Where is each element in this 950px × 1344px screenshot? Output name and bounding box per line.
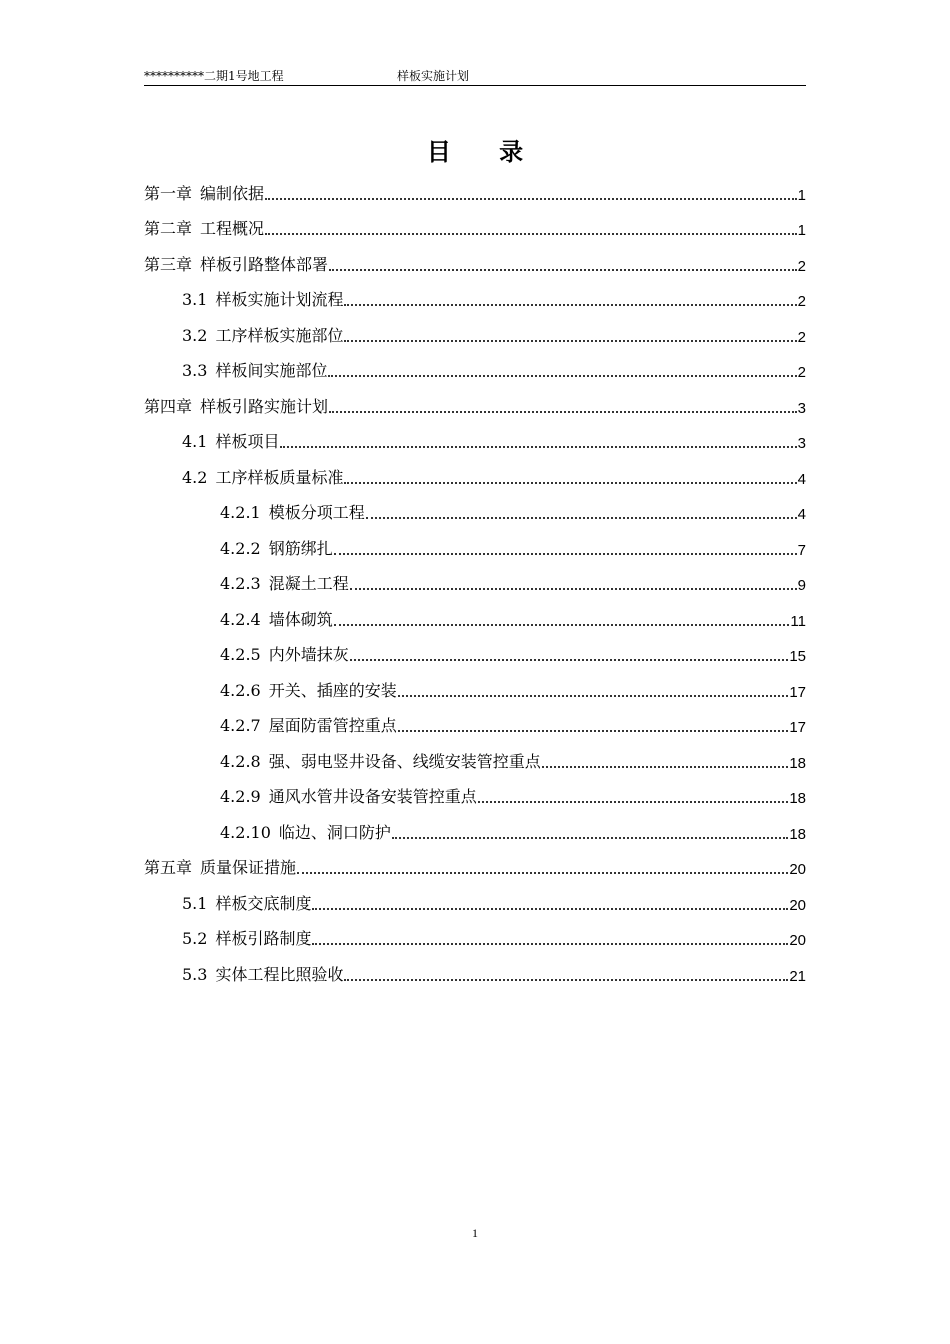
toc-entry-number: 4.1	[182, 432, 208, 451]
toc-entry-text: 强、弱电竖井设备、线缆安装管控重点	[268, 752, 541, 771]
toc-entry-text: 临边、洞口防护	[278, 823, 391, 842]
dot-leader	[329, 393, 797, 413]
toc-entry-text: 样板间实施部位	[215, 361, 328, 380]
toc-entry-number: 4.2.6	[220, 681, 261, 700]
toc-entry-text: 实体工程比照验收	[215, 965, 344, 984]
toc-entry-number: 4.2.3	[220, 574, 261, 593]
dot-leader	[280, 428, 796, 448]
toc-entry-number: 4.2.10	[220, 823, 271, 842]
toc-entry-page: 1	[797, 222, 806, 239]
toc-entry-page: 15	[789, 648, 806, 665]
toc-entry-page: 20	[789, 861, 806, 878]
toc-entry[interactable]	[220, 712, 806, 736]
toc-entry-number: 4.2.7	[220, 716, 261, 735]
toc-entry-page: 20	[789, 897, 806, 914]
toc-entry-number: 第二章	[144, 219, 193, 238]
dot-leader	[329, 251, 797, 271]
toc-entry-number: 4.2.1	[220, 503, 261, 522]
toc-entry-text: 工程概况	[200, 219, 265, 238]
toc-entry-page: 17	[789, 719, 806, 736]
toc-entry-number: 4.2	[182, 468, 208, 487]
toc-entry-text: 屋面防雷管控重点	[268, 716, 397, 735]
toc-entry-text: 混凝土工程	[268, 574, 349, 593]
toc-entry[interactable]	[182, 961, 806, 985]
toc-entry[interactable]	[220, 819, 806, 843]
toc-entry-label	[144, 216, 264, 239]
toc-entry-number: 4.2.8	[220, 752, 261, 771]
toc-entry-number: 4.2.4	[220, 610, 261, 629]
dot-leader	[265, 215, 797, 235]
dot-leader	[265, 180, 797, 200]
toc-entry[interactable]	[144, 393, 806, 417]
dot-leader	[344, 286, 796, 306]
toc-entry[interactable]	[144, 180, 806, 204]
dot-leader	[334, 535, 797, 555]
toc-entry-label	[144, 181, 264, 204]
toc-entry-page: 21	[789, 968, 806, 985]
toc-entry-label	[182, 962, 343, 985]
dot-leader	[350, 641, 789, 661]
toc-entry-number: 第五章	[144, 858, 193, 877]
toc-entry-label	[182, 891, 311, 914]
toc-entry-label	[144, 394, 328, 417]
toc-entry-number: 4.2.5	[220, 645, 261, 664]
toc-entry[interactable]	[144, 215, 806, 239]
dot-leader	[392, 819, 788, 839]
toc-entry-page: 18	[789, 826, 806, 843]
toc-entry-label	[182, 287, 343, 310]
toc-entry-label	[220, 500, 365, 523]
header-document-title: 样板实施计划	[397, 69, 470, 83]
dot-leader	[312, 925, 788, 945]
toc-entry-text: 样板引路整体部署	[200, 255, 329, 274]
toc-entry-number: 5.2	[182, 929, 208, 948]
dot-leader	[328, 357, 796, 377]
toc-entry-page: 4	[797, 506, 806, 523]
dot-leader	[398, 677, 789, 697]
toc-entry-number: 3.1	[182, 290, 208, 309]
toc-entry-page: 3	[797, 400, 806, 417]
toc-entry-text: 样板项目	[215, 432, 280, 451]
toc-entry-page: 18	[789, 755, 806, 772]
toc-entry-page: 7	[797, 542, 806, 559]
toc-entry-text: 样板交底制度	[215, 894, 312, 913]
toc-entry[interactable]	[182, 357, 806, 381]
dot-leader	[478, 783, 789, 803]
toc-entry-label	[220, 607, 333, 630]
toc-entry-label	[182, 323, 343, 346]
toc-entry[interactable]	[144, 251, 806, 275]
toc-entry-page: 2	[797, 258, 806, 275]
toc-entry-page: 2	[797, 364, 806, 381]
toc-entry-label	[182, 926, 311, 949]
toc-entry-text: 内外墙抹灰	[268, 645, 349, 664]
toc-entry[interactable]	[182, 464, 806, 488]
toc-entry-text: 通风水管井设备安装管控重点	[268, 787, 477, 806]
toc-entry-label	[220, 820, 391, 843]
dot-leader	[344, 322, 796, 342]
toc-entry[interactable]	[182, 890, 806, 914]
toc-entry[interactable]	[220, 641, 806, 665]
dot-leader	[542, 748, 789, 768]
toc-entry-label	[220, 713, 397, 736]
dot-leader	[344, 961, 788, 981]
toc-entry-text: 工序样板实施部位	[215, 326, 344, 345]
toc-entry-label	[220, 678, 397, 701]
header-project-name: **********二期1号地工程	[144, 69, 284, 83]
dot-leader	[350, 570, 797, 590]
toc-entry-number: 3.3	[182, 361, 208, 380]
toc-entry[interactable]	[220, 677, 806, 701]
toc-entry-text: 编制依据	[200, 184, 265, 203]
toc-entry[interactable]	[220, 783, 806, 807]
toc-entry-text: 样板引路制度	[215, 929, 312, 948]
toc-entry-page: 20	[789, 932, 806, 949]
toc-entry-number: 第三章	[144, 255, 193, 274]
toc-entry-page: 2	[797, 293, 806, 310]
toc-title: 目 录	[426, 137, 544, 166]
page-header	[144, 66, 806, 86]
toc-entry-text: 开关、插座的安装	[268, 681, 397, 700]
toc-entry-text: 样板引路实施计划	[200, 397, 329, 416]
toc-entry-number: 5.3	[182, 965, 208, 984]
toc-entry-page: 4	[797, 471, 806, 488]
toc-entry[interactable]	[182, 428, 806, 452]
toc-entry-label	[182, 358, 327, 381]
toc-entry-number: 第四章	[144, 397, 193, 416]
toc-entry-page: 9	[797, 577, 806, 594]
toc-entry-text: 工序样板质量标准	[215, 468, 344, 487]
toc-entry-text: 质量保证措施	[200, 858, 297, 877]
toc-entry[interactable]	[182, 286, 806, 310]
dot-leader	[344, 464, 796, 484]
toc-entry[interactable]	[144, 854, 806, 878]
toc-entry[interactable]	[220, 748, 806, 772]
toc-entry-label	[220, 571, 349, 594]
toc-entry-number: 4.2.9	[220, 787, 261, 806]
toc-entry-number: 第一章	[144, 184, 193, 203]
toc-entry-label	[220, 642, 349, 665]
toc-entry-text: 样板实施计划流程	[215, 290, 344, 309]
toc-entry-number: 4.2.2	[220, 539, 261, 558]
toc-entry-text: 模板分项工程	[268, 503, 365, 522]
toc-entry-page: 11	[790, 613, 806, 630]
toc-entry-label	[144, 855, 296, 878]
toc-entry[interactable]	[220, 535, 806, 559]
toc-entry-page: 1	[797, 187, 806, 204]
dot-leader	[398, 712, 789, 732]
dot-leader	[297, 854, 788, 874]
toc-entry-page: 3	[797, 435, 806, 452]
toc-entry-text: 钢筋绑扎	[268, 539, 333, 558]
toc-entry[interactable]	[220, 606, 806, 630]
toc-entry[interactable]	[182, 322, 806, 346]
dot-leader	[312, 890, 788, 910]
toc-entry[interactable]	[182, 925, 806, 949]
toc-entry-page: 2	[797, 329, 806, 346]
toc-entry-number: 3.2	[182, 326, 208, 345]
toc-entry[interactable]	[220, 570, 806, 594]
toc-entry-label	[220, 536, 333, 559]
dot-leader	[366, 499, 797, 519]
toc-entry-label	[220, 749, 541, 772]
toc-entry-label	[182, 429, 279, 452]
toc-entry-number: 5.1	[182, 894, 208, 913]
dot-leader	[334, 606, 790, 626]
page-number: 1	[472, 1226, 478, 1240]
toc-entry-text: 墙体砌筑	[268, 610, 333, 629]
toc-entry-page: 17	[789, 684, 806, 701]
toc-entry-page: 18	[789, 790, 806, 807]
toc-entry-label	[144, 252, 328, 275]
toc-entry[interactable]	[220, 499, 806, 523]
toc-entry-label	[220, 784, 477, 807]
toc-entry-label	[182, 465, 343, 488]
